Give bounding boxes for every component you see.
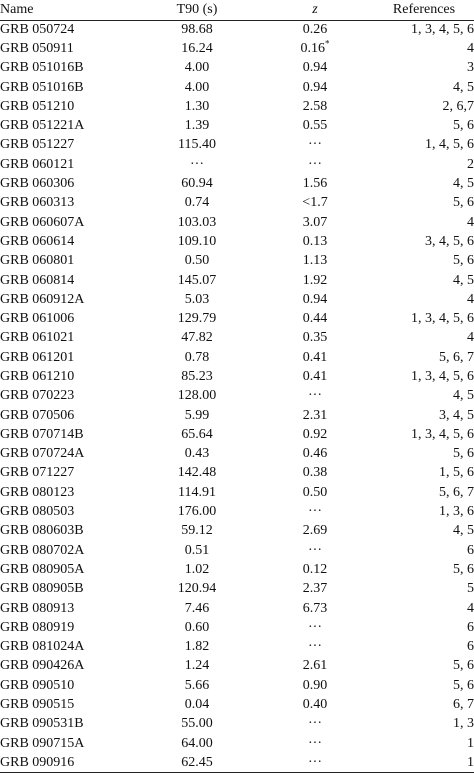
cell-t90: 1.02 — [184, 561, 210, 577]
cell-name: GRB 060313 — [0, 195, 75, 211]
cell-references: 3, 4, 5 — [439, 407, 474, 423]
cell-t90: ··· — [190, 156, 204, 172]
cell-z — [256, 445, 374, 464]
table-row — [0, 155, 474, 174]
cell-z-value: ··· — [308, 716, 322, 732]
cell-z-value: ··· — [308, 137, 322, 153]
cell-t90: 4.00 — [184, 60, 210, 76]
cell-t90: 5.99 — [184, 407, 210, 423]
cell-t90: 65.64 — [181, 426, 213, 442]
cell-z — [256, 695, 374, 714]
table-row — [0, 560, 474, 579]
header-name: Name — [0, 0, 138, 20]
cell-z — [256, 638, 374, 657]
cell-z — [256, 252, 374, 271]
table-row — [0, 271, 474, 290]
cell-z — [256, 676, 374, 695]
cell-z-value: 0.12 — [302, 561, 328, 577]
cell-z — [256, 618, 374, 637]
cell-z — [256, 502, 374, 521]
table-row — [0, 657, 474, 676]
table-header — [0, 0, 474, 20]
cell-references: 5, 6 — [453, 195, 474, 211]
cell-t90: 1.24 — [184, 658, 210, 674]
cell-z-value: 2.69 — [302, 523, 328, 539]
cell-name: GRB 061210 — [0, 368, 75, 384]
cell-name: GRB 051016B — [0, 60, 84, 76]
cell-z — [256, 541, 374, 560]
cell-name: GRB 060814 — [0, 272, 75, 288]
cell-t90: 85.23 — [181, 368, 213, 384]
cell-z — [256, 59, 374, 78]
cell-t90: 129.79 — [177, 311, 217, 327]
table-row — [0, 502, 474, 521]
cell-z — [256, 329, 374, 348]
cell-name: GRB 060614 — [0, 233, 75, 249]
cell-t90: 0.04 — [184, 697, 210, 713]
cell-name: GRB 090715A — [0, 735, 85, 751]
cell-z — [256, 522, 374, 541]
cell-name: GRB 051016B — [0, 79, 84, 95]
cell-name: GRB 090510 — [0, 677, 75, 693]
header-references: References — [374, 0, 474, 20]
cell-z — [256, 367, 374, 386]
cell-z-value: 0.94 — [302, 60, 328, 76]
cell-z — [256, 560, 374, 579]
cell-t90: 0.78 — [184, 349, 210, 365]
cell-references: 1 — [467, 735, 474, 751]
cell-t90: 1.82 — [184, 639, 210, 655]
cell-references: 3, 4, 5, 6 — [425, 233, 474, 249]
cell-references: 1, 3, 4, 5, 6 — [411, 311, 474, 327]
cell-z-value: 0.50 — [302, 484, 328, 500]
cell-z — [256, 387, 374, 406]
cell-t90: 115.40 — [178, 137, 216, 153]
cell-references: 6 — [467, 619, 474, 635]
cell-t90: 47.82 — [181, 330, 213, 346]
cell-z-value: ··· — [308, 619, 322, 635]
cell-name: GRB 060121 — [0, 156, 75, 172]
cell-references: 1, 3, 4, 5, 6 — [411, 21, 474, 37]
cell-z — [256, 657, 374, 676]
cell-name: GRB 081024A — [0, 639, 85, 655]
cell-z-value: <1.7 — [302, 195, 328, 211]
cell-z — [256, 232, 374, 251]
table-row — [0, 425, 474, 444]
table-row — [0, 213, 474, 232]
cell-references: 5 — [467, 581, 474, 597]
cell-z-value: 6.73 — [302, 600, 328, 616]
cell-references: 4 — [467, 40, 474, 56]
cell-z-value: 1.13 — [302, 253, 328, 269]
table-row — [0, 522, 474, 541]
cell-name: GRB 080503 — [0, 504, 75, 520]
cell-z-value: 0.94 — [302, 291, 328, 307]
cell-references: 1, 3, 6 — [439, 504, 474, 520]
cell-z — [256, 97, 374, 116]
cell-t90: 0.74 — [184, 195, 210, 211]
cell-z — [256, 753, 374, 772]
table-row — [0, 464, 474, 483]
table-row — [0, 541, 474, 560]
cell-t90: 4.00 — [184, 79, 210, 95]
cell-t90: 16.24 — [181, 40, 213, 56]
cell-z — [256, 136, 374, 155]
cell-t90: 5.03 — [184, 291, 210, 307]
cell-z-value: ··· — [308, 639, 322, 655]
cell-t90: 145.07 — [177, 272, 217, 288]
cell-name: GRB 060801 — [0, 253, 75, 269]
cell-z — [256, 425, 374, 444]
cell-z-value: 2.37 — [302, 581, 328, 597]
table-row — [0, 445, 474, 464]
table-row — [0, 348, 474, 367]
cell-name: GRB 090916 — [0, 753, 138, 772]
cell-references: 1, 4, 5, 6 — [425, 137, 474, 153]
cell-t90: 0.51 — [184, 542, 210, 558]
cell-z-value: ··· — [308, 735, 322, 751]
cell-z-value: ··· — [308, 754, 322, 770]
cell-name: GRB 080919 — [0, 619, 75, 635]
cell-name: GRB 060306 — [0, 176, 75, 192]
cell-t90: 0.43 — [184, 446, 210, 462]
cell-references: 3 — [467, 60, 474, 76]
cell-t90: 128.00 — [177, 388, 217, 404]
table-row — [0, 309, 474, 328]
table-row — [0, 618, 474, 637]
cell-z — [256, 116, 374, 135]
table-row — [0, 676, 474, 695]
table-row — [0, 715, 474, 734]
cell-t90: 7.46 — [184, 600, 210, 616]
cell-z-value: 0.55 — [302, 118, 328, 134]
cell-name: GRB 080123 — [0, 484, 75, 500]
cell-references: 4 — [467, 600, 474, 616]
cell-z-value: 0.44 — [302, 311, 328, 327]
table-row — [0, 232, 474, 251]
cell-name: GRB 061021 — [0, 330, 75, 346]
table-row — [0, 695, 474, 714]
cell-name: GRB 060912A — [0, 291, 85, 307]
cell-z-value: ··· — [308, 542, 322, 558]
cell-references: 4 — [467, 291, 474, 307]
cell-references: 2, 6,7 — [442, 98, 474, 114]
cell-name: GRB 050724 — [0, 21, 75, 37]
cell-references: 4, 5 — [453, 523, 474, 539]
table-row — [0, 638, 474, 657]
cell-t90: 1.39 — [184, 118, 210, 134]
cell-references: 1, 3, 4, 5, 6 — [411, 368, 474, 384]
cell-z — [256, 20, 374, 39]
table-row — [0, 329, 474, 348]
cell-references: 5, 6 — [453, 658, 474, 674]
cell-z — [256, 464, 374, 483]
cell-t90: 55.00 — [181, 716, 213, 732]
cell-z-value: 2.31 — [302, 407, 328, 423]
cell-t90: 59.12 — [181, 523, 213, 539]
cell-t90: 98.68 — [181, 21, 213, 37]
cell-references: 4, 5 — [453, 176, 474, 192]
table-row — [0, 252, 474, 271]
cell-z-value: 0.35 — [302, 330, 328, 346]
cell-name: GRB 070714B — [0, 426, 84, 442]
cell-z — [256, 78, 374, 97]
cell-z-value: 0.41 — [302, 349, 328, 365]
cell-z — [256, 290, 374, 309]
table-body — [0, 20, 474, 773]
table-row — [0, 406, 474, 425]
cell-references: 4, 5 — [453, 272, 474, 288]
cell-z-value: 0.26 — [302, 21, 328, 37]
cell-z-value: 0.90 — [302, 677, 328, 693]
cell-z-value: 0.94 — [302, 79, 328, 95]
cell-name: GRB 061006 — [0, 311, 75, 327]
cell-t90: 0.50 — [184, 253, 210, 269]
cell-z — [256, 271, 374, 290]
cell-name: GRB 090531B — [0, 716, 84, 732]
cell-name: GRB 051221A — [0, 118, 85, 134]
cell-z — [256, 483, 374, 502]
cell-references: 5, 6, 7 — [439, 349, 474, 365]
cell-z — [256, 580, 374, 599]
cell-name: GRB 051227 — [0, 137, 75, 153]
cell-name: GRB 090515 — [0, 697, 75, 713]
cell-name: GRB 050911 — [0, 40, 74, 56]
cell-references: 6 — [467, 639, 474, 655]
table-row — [0, 174, 474, 193]
table-row — [0, 194, 474, 213]
table-row — [0, 39, 474, 58]
cell-z — [256, 348, 374, 367]
cell-z — [256, 734, 374, 753]
cell-name: GRB 070724A — [0, 446, 85, 462]
table-row — [0, 734, 474, 753]
cell-name: GRB 060607A — [0, 214, 85, 230]
cell-references: 4, 5 — [453, 388, 474, 404]
cell-t90: 176.00 — [177, 504, 217, 520]
cell-references: 5, 6 — [453, 677, 474, 693]
cell-z — [256, 213, 374, 232]
cell-z-value: 1.56 — [302, 176, 328, 192]
table-row — [0, 78, 474, 97]
table-row — [0, 290, 474, 309]
cell-references: 5, 6 — [453, 118, 474, 134]
cell-references: 5, 6 — [453, 446, 474, 462]
cell-references: 4 — [467, 214, 474, 230]
cell-z-value: 0.38 — [302, 465, 328, 481]
cell-z-value: 0.40 — [302, 697, 328, 713]
cell-references: 1, 5, 6 — [439, 465, 474, 481]
cell-name: GRB 071227 — [0, 465, 75, 481]
cell-t90: 120.94 — [177, 581, 217, 597]
cell-name: GRB 080905A — [0, 561, 85, 577]
cell-references: 2 — [467, 156, 474, 172]
cell-name: GRB 051210 — [0, 98, 75, 114]
cell-z — [256, 174, 374, 193]
cell-z-note: * — [325, 38, 330, 49]
cell-z — [256, 309, 374, 328]
cell-z — [256, 599, 374, 618]
cell-t90: 64.00 — [181, 735, 213, 751]
cell-references: 5, 6, 7 — [439, 484, 474, 500]
cell-z-value: 0.46 — [302, 446, 328, 462]
cell-references: 5, 6 — [453, 561, 474, 577]
table-row — [0, 753, 474, 772]
cell-z-value: 2.61 — [302, 658, 328, 674]
table-row — [0, 387, 474, 406]
table-row — [0, 483, 474, 502]
cell-name: GRB 080603B — [0, 523, 84, 539]
table-row — [0, 367, 474, 386]
cell-references: 4 — [467, 330, 474, 346]
cell-z-value: ··· — [308, 388, 322, 404]
table-row — [0, 116, 474, 135]
cell-t90: 0.60 — [184, 619, 210, 635]
cell-name: GRB 080905B — [0, 581, 84, 597]
cell-z — [256, 406, 374, 425]
header-row — [0, 0, 474, 20]
cell-z — [256, 39, 374, 58]
cell-z-value: ··· — [308, 156, 322, 172]
cell-z-value: ··· — [308, 504, 322, 520]
cell-name: GRB 070506 — [0, 407, 75, 423]
cell-t90: 1.30 — [184, 98, 210, 114]
cell-z-value: 0.16 — [300, 40, 325, 56]
cell-t90: 142.48 — [177, 465, 217, 481]
cell-references: 1, 3, 4, 5, 6 — [411, 426, 474, 442]
table-row — [0, 97, 474, 116]
cell-z-value: 2.58 — [302, 98, 328, 114]
cell-references: 6 — [467, 542, 474, 558]
cell-t90: 114.91 — [178, 484, 216, 500]
table-row — [0, 59, 474, 78]
header-z: z — [256, 0, 374, 20]
cell-z-value: 0.92 — [302, 426, 328, 442]
cell-z — [256, 715, 374, 734]
cell-t90: 62.45 — [138, 753, 256, 772]
cell-t90: 109.10 — [177, 233, 217, 249]
cell-z-value: 3.07 — [302, 214, 328, 230]
cell-name: GRB 090426A — [0, 658, 85, 674]
cell-z — [256, 155, 374, 174]
cell-name: GRB 080702A — [0, 542, 85, 558]
cell-t90: 103.03 — [177, 214, 217, 230]
cell-references: 1 — [374, 753, 474, 772]
cell-references: 6, 7 — [453, 697, 474, 713]
cell-z-value: 1.92 — [302, 272, 328, 288]
table-row — [0, 599, 474, 618]
cell-z — [256, 194, 374, 213]
cell-references: 1, 3 — [453, 716, 474, 732]
cell-name: GRB 061201 — [0, 349, 75, 365]
cell-name: GRB 080913 — [0, 600, 75, 616]
cell-z-value: 0.41 — [302, 368, 328, 384]
cell-z-value: 0.13 — [302, 233, 328, 249]
cell-references: 4, 5 — [453, 79, 474, 95]
table-row — [0, 136, 474, 155]
table-row — [0, 20, 474, 39]
header-t90: T90 (s) — [138, 0, 256, 20]
table-row — [0, 580, 474, 599]
cell-t90: 60.94 — [181, 176, 213, 192]
cell-name: GRB 070223 — [0, 388, 75, 404]
cell-references: 5, 6 — [453, 253, 474, 269]
cell-t90: 5.66 — [184, 677, 210, 693]
